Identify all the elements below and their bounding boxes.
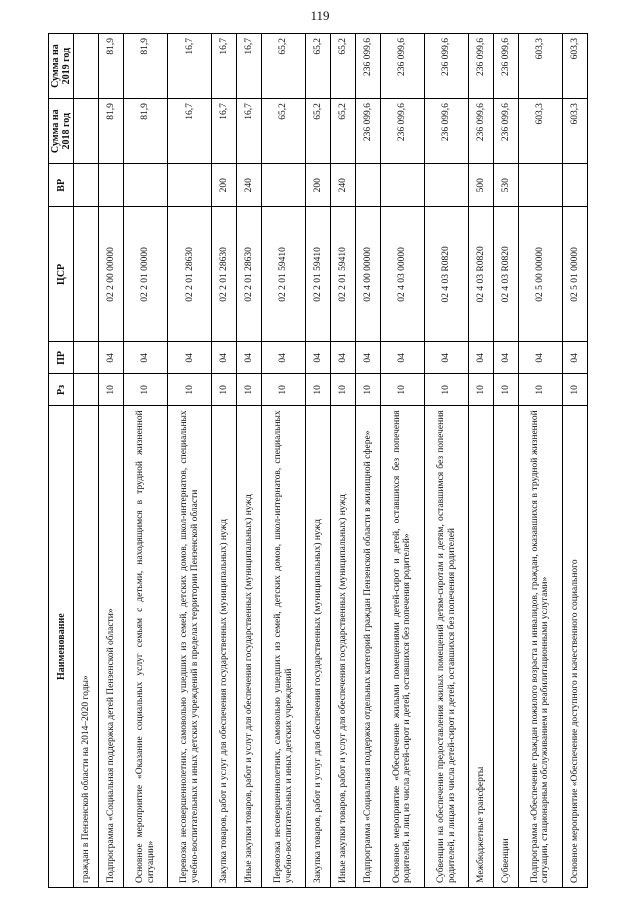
row-sum-2019-cell: 65,2 (331, 34, 356, 99)
row-rz-cell (74, 374, 99, 406)
row-name-cell: Закупка товаров, работ и услуг для обеспечения государственных (муниципальных) нужд (212, 406, 237, 888)
row-pr-cell: 04 (494, 342, 519, 374)
row-csr-cell: 02 2 01 00000 (124, 207, 168, 342)
row-vr-cell (355, 164, 380, 207)
row-sum-2019-cell: 81,9 (124, 34, 168, 99)
row-csr-cell: 02 2 01 28630 (237, 207, 262, 342)
row-rz-cell: 10 (168, 374, 212, 406)
row-rz-cell: 10 (469, 374, 494, 406)
row-csr-cell: 02 4 00 00000 (355, 207, 380, 342)
row-vr-cell (124, 164, 168, 207)
row-sum-2019-cell: 65,2 (306, 34, 331, 99)
row-sum-2019-cell: 65,2 (262, 34, 306, 99)
row-vr-cell: 200 (212, 164, 237, 207)
table-row (237, 34, 262, 888)
table-row (168, 34, 212, 888)
row-sum-2019-cell: 603,3 (518, 34, 562, 99)
row-vr-cell (99, 164, 124, 207)
header-sum-2018: Сумма на 2018 год (49, 99, 74, 164)
row-name-cell: Межбюджетные трансферты (469, 406, 494, 888)
row-rz-cell: 10 (237, 374, 262, 406)
table-row (331, 34, 356, 888)
row-csr-cell: 02 4 03 R0820 (469, 207, 494, 342)
row-sum-2019-cell: 236 099,6 (424, 34, 468, 99)
row-vr-cell: 240 (331, 164, 356, 207)
row-sum-2018-cell: 603,3 (563, 99, 588, 164)
row-sum-2019-cell: 16,7 (237, 34, 262, 99)
row-name-cell: Субвенции на обеспечение предоставления жилых помещений детям-сиротам и детям, оставшимся без попечения родителей, и лицам из числа детей-сирот и детей, оставшихся без попечения родителей (424, 406, 468, 888)
row-pr-cell: 04 (168, 342, 212, 374)
row-vr-cell (168, 164, 212, 207)
row-csr-cell: 02 2 01 59410 (262, 207, 306, 342)
row-name-cell: Перевозка несовершеннолетних, самовольно ушедших из семей, детских домов, школ-интернатов, специальных учебно-воспитательных и иных детских учреждений в пределах территории Пензенской области (168, 406, 212, 888)
row-csr-cell: 02 4 03 R0820 (424, 207, 468, 342)
table-header-row (49, 34, 74, 888)
row-sum-2018-cell: 16,7 (168, 99, 212, 164)
row-pr-cell: 04 (380, 342, 424, 374)
table-row (355, 34, 380, 888)
row-sum-2018-cell: 236 099,6 (424, 99, 468, 164)
row-sum-2018-cell: 81,9 (99, 99, 124, 164)
row-name-cell: Подпрограмма «Социальная поддержка отдельных категорий граждан Пензенской области в жилищной сфере» (355, 406, 380, 888)
row-csr-cell: 02 4 03 00000 (380, 207, 424, 342)
row-pr-cell: 04 (469, 342, 494, 374)
header-name: Наименование (49, 406, 74, 888)
row-rz-cell: 10 (518, 374, 562, 406)
row-vr-cell (262, 164, 306, 207)
row-name-cell: Иные закупки товаров, работ и услуг для обеспечения государственных (муниципальных) нужд (237, 406, 262, 888)
table-row (212, 34, 237, 888)
row-pr-cell: 04 (306, 342, 331, 374)
row-csr-cell: 02 5 00 00000 (518, 207, 562, 342)
row-name-cell: Основное мероприятие «Обеспечение доступного и качественного социального (563, 406, 588, 888)
header-csr: ЦСР (49, 207, 74, 342)
row-rz-cell: 10 (124, 374, 168, 406)
row-name-cell: Основное мероприятие «Обеспечение жилыми помещениями детей-сирот и детей, оставшихся без попечения родителей, и лиц из числа детей-сирот и детей, оставшихся без попечения родителей» (380, 406, 424, 888)
header-pr: ПР (49, 342, 74, 374)
row-sum-2018-cell: 65,2 (306, 99, 331, 164)
row-name-cell: Основное мероприятие «Оказание социальных услуг семьям с детьми, находящимся в трудной жизненной ситуации» (124, 406, 168, 888)
row-csr-cell: 02 2 01 28630 (212, 207, 237, 342)
row-pr-cell: 04 (331, 342, 356, 374)
row-csr-cell (74, 207, 99, 342)
row-vr-cell (518, 164, 562, 207)
row-vr-cell: 240 (237, 164, 262, 207)
row-rz-cell: 10 (99, 374, 124, 406)
row-name-cell: Закупка товаров, работ и услуг для обеспечения государственных (муниципальных) нужд (306, 406, 331, 888)
table-row (469, 34, 494, 888)
row-rz-cell: 10 (424, 374, 468, 406)
row-pr-cell: 04 (563, 342, 588, 374)
table-row (124, 34, 168, 888)
row-rz-cell: 10 (355, 374, 380, 406)
row-sum-2018-cell: 16,7 (212, 99, 237, 164)
row-pr-cell: 04 (518, 342, 562, 374)
table-body (74, 34, 588, 888)
table-row (99, 34, 124, 888)
row-sum-2019-cell: 236 099,6 (494, 34, 519, 99)
row-name-cell: Подпрограмма «Социальная поддержка детей Пензенской области» (99, 406, 124, 888)
header-sum-2019: Сумма на 2019 год (49, 34, 74, 99)
row-pr-cell: 04 (212, 342, 237, 374)
row-pr-cell: 04 (237, 342, 262, 374)
row-sum-2019-cell: 16,7 (168, 34, 212, 99)
row-pr-cell: 04 (424, 342, 468, 374)
row-vr-cell: 530 (494, 164, 519, 207)
table-row (424, 34, 468, 888)
row-sum-2019-cell: 603,3 (563, 34, 588, 99)
row-name-cell: Иные закупки товаров, работ и услуг для обеспечения государственных (муниципальных) нужд (331, 406, 356, 888)
table-row (380, 34, 424, 888)
row-csr-cell: 02 2 01 28630 (168, 207, 212, 342)
row-sum-2019-cell (74, 34, 99, 99)
row-pr-cell: 04 (355, 342, 380, 374)
row-name-cell: Субвенции (494, 406, 519, 888)
row-csr-cell: 02 2 01 59410 (331, 207, 356, 342)
row-csr-cell: 02 2 00 00000 (99, 207, 124, 342)
row-rz-cell: 10 (380, 374, 424, 406)
table-row (518, 34, 562, 888)
row-vr-cell (563, 164, 588, 207)
table-row (494, 34, 519, 888)
row-vr-cell: 500 (469, 164, 494, 207)
row-pr-cell: 04 (124, 342, 168, 374)
row-sum-2018-cell (74, 99, 99, 164)
row-sum-2018-cell: 236 099,6 (380, 99, 424, 164)
row-rz-cell: 10 (331, 374, 356, 406)
row-pr-cell (74, 342, 99, 374)
row-rz-cell: 10 (306, 374, 331, 406)
row-pr-cell: 04 (262, 342, 306, 374)
table-row (306, 34, 331, 888)
page-number: 119 (310, 8, 330, 23)
row-sum-2018-cell: 236 099,6 (494, 99, 519, 164)
row-vr-cell: 200 (306, 164, 331, 207)
row-sum-2018-cell: 16,7 (237, 99, 262, 164)
row-sum-2018-cell: 65,2 (331, 99, 356, 164)
row-csr-cell: 02 4 03 R0820 (494, 207, 519, 342)
row-rz-cell: 10 (563, 374, 588, 406)
header-rz: Рз (49, 374, 74, 406)
row-rz-cell: 10 (212, 374, 237, 406)
row-sum-2018-cell: 236 099,6 (469, 99, 494, 164)
row-sum-2018-cell: 81,9 (124, 99, 168, 164)
table-row (563, 34, 588, 888)
row-sum-2019-cell: 236 099,6 (380, 34, 424, 99)
row-sum-2018-cell: 65,2 (262, 99, 306, 164)
row-sum-2018-cell: 603,3 (518, 99, 562, 164)
row-name-cell: Подпрограмма «Обеспечение граждан пожилого возраста и инвалидов, граждан, оказавшихся в трудной жизненной ситуации, стационарным обслуживанием и реабилитационными услугами» (518, 406, 562, 888)
table-row (262, 34, 306, 888)
row-vr-cell (74, 164, 99, 207)
row-sum-2019-cell: 236 099,6 (469, 34, 494, 99)
row-csr-cell: 02 5 01 00000 (563, 207, 588, 342)
budget-table (48, 33, 588, 888)
row-rz-cell: 10 (262, 374, 306, 406)
rotated-table-container (48, 33, 588, 888)
row-vr-cell (380, 164, 424, 207)
row-rz-cell: 10 (494, 374, 519, 406)
row-sum-2018-cell: 236 099,6 (355, 99, 380, 164)
row-name-cell: граждан в Пензенской области на 2014–2020 годы» (74, 406, 99, 888)
row-sum-2019-cell: 236 099,6 (355, 34, 380, 99)
row-name-cell: Перевозка несовершеннолетних, самовольно ушедших из семей, детских домов, школ-интернатов, специальных учебно-воспитательных и иных детских учреждений (262, 406, 306, 888)
row-vr-cell (424, 164, 468, 207)
row-sum-2019-cell: 16,7 (212, 34, 237, 99)
row-sum-2019-cell: 81,9 (99, 34, 124, 99)
row-pr-cell: 04 (99, 342, 124, 374)
row-csr-cell: 02 2 01 59410 (306, 207, 331, 342)
header-vr: ВР (49, 164, 74, 207)
table-row (74, 34, 99, 888)
